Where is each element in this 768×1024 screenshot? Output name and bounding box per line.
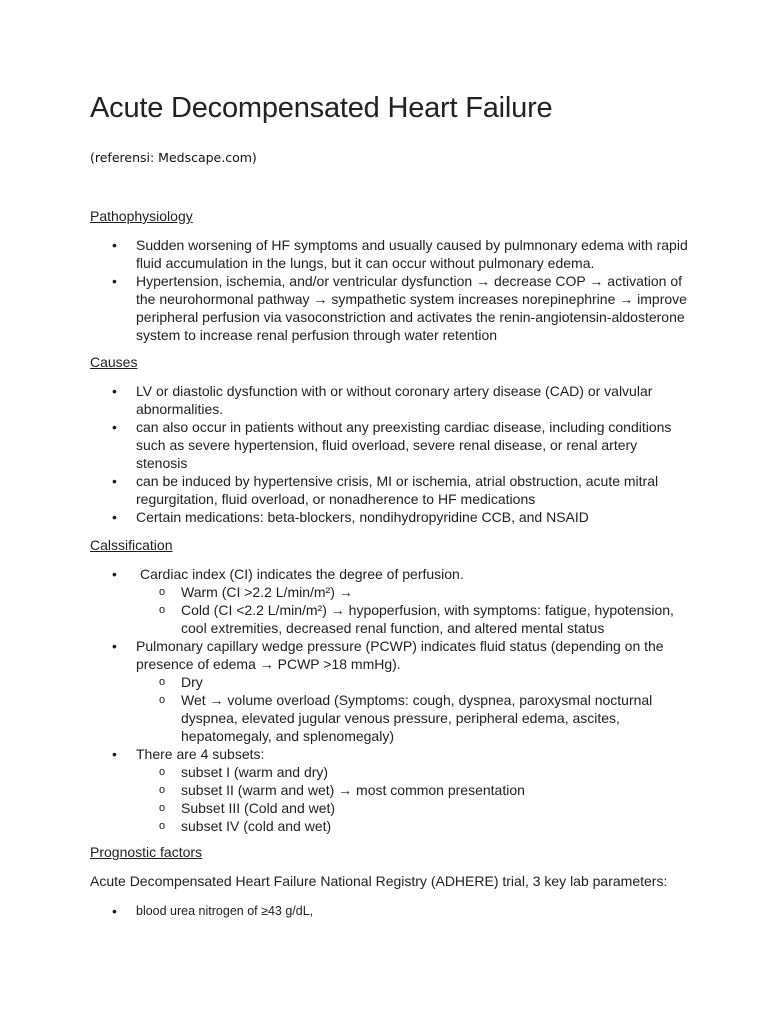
list-item: • Sudden worsening of HF symptoms and usually caused by pulmnonary edema with rapid fluid accumulation in the lungs, but it can occur without pulmonary edema.	[90, 236, 690, 272]
sub-list-item: o Warm (CI >2.2 L/min/m²) →	[136, 583, 690, 601]
pcwp-label: Pulmonary capillary wedge pressure (PCWP) indicates fluid status (depending on the presence of edema → PCWP >18 mmHg).	[136, 638, 664, 672]
sub-list-item: o Cold (CI <2.2 L/min/m²) → hypoperfusion, with symptoms: fatigue, hypotension, cool extremities, decreased renal function, and altered mental status	[136, 601, 690, 637]
list-item: • blood urea nitrogen of ≥43 g/dL,	[90, 902, 690, 920]
cardiac-index-label: Cardiac index (CI) indicates the degree of perfusion.	[140, 566, 464, 582]
list-item: • Certain medications: beta-blockers, nondihydropyridine CCB, and NSAID	[90, 508, 690, 526]
document-title: Acute Decompensated Heart Failure	[90, 92, 553, 124]
causes-list	[90, 382, 690, 526]
list-item	[90, 637, 690, 745]
pathophysiology-list	[90, 236, 690, 344]
sub-list-item: o Dry	[136, 673, 690, 691]
reference-note: (referensi: Medscape.com)	[90, 150, 257, 165]
pcwp-sublist	[136, 673, 690, 745]
classification-list	[90, 565, 690, 835]
cardiac-index-sublist	[136, 583, 690, 637]
sub-list-item: o Subset III (Cold and wet)	[136, 799, 690, 817]
prognostic-intro: Acute Decompensated Heart Failure National Registry (ADHERE) trial, 3 key lab parameters:	[90, 873, 668, 889]
prognostic-heading: Prognostic factors	[90, 844, 203, 860]
causes-heading: Causes	[90, 354, 138, 370]
list-item	[90, 565, 690, 637]
sub-list-item: o subset II (warm and wet) → most common presentation	[136, 781, 690, 799]
sub-list-item: o subset I (warm and dry)	[136, 763, 690, 781]
list-item: • Hypertension, ischemia, and/or ventricular dysfunction → decrease COP → activation of the neurohormonal pathway → sympathetic system increases norepinephrine → improve peripheral perfusion via vasoconstriction and activates the renin-angiotensin-aldosterone system to increase renal perfusion through water retention	[90, 272, 690, 344]
list-item	[90, 745, 690, 835]
subsets-sublist	[136, 763, 690, 835]
list-item: • can be induced by hypertensive crisis, MI or ischemia, atrial obstruction, acute mitral regurgitation, fluid overload, or nonadherence to HF medications	[90, 472, 690, 508]
list-item: • LV or diastolic dysfunction with or without coronary artery disease (CAD) or valvular abnormalities.	[90, 382, 690, 418]
classification-heading: Calssification	[90, 537, 173, 553]
sub-list-item: o Wet → volume overload (Symptoms: cough, dyspnea, paroxysmal nocturnal dyspnea, elevated jugular venous pressure, peripheral edema, ascites, hepatomegaly, and splenomegaly)	[136, 691, 690, 745]
subsets-label: There are 4 subsets:	[136, 746, 265, 762]
prognostic-list	[90, 902, 690, 920]
pathophysiology-heading: Pathophysiology	[90, 208, 193, 224]
sub-list-item: o subset IV (cold and wet)	[136, 817, 690, 835]
list-item: • can also occur in patients without any preexisting cardiac disease, including conditions such as severe hypertension, fluid overload, severe renal disease, or renal artery stenosis	[90, 418, 690, 472]
